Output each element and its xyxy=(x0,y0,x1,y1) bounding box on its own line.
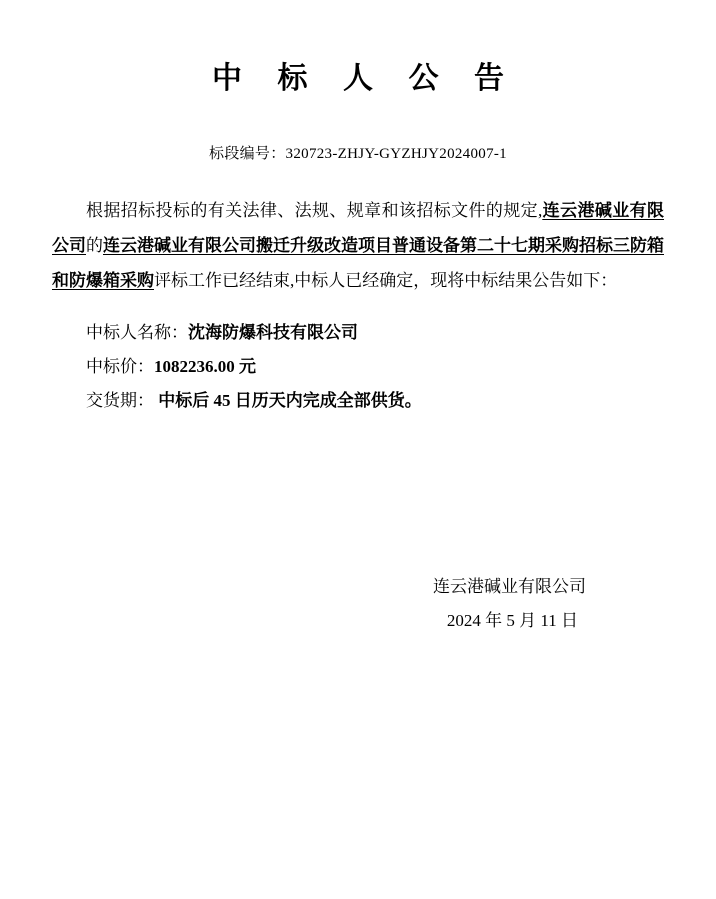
bid-number-line xyxy=(52,142,664,163)
field-winner-name xyxy=(52,316,664,350)
field-winning-price xyxy=(52,350,664,384)
project-name-emphasis: 连云港碱业有限公司搬迁升级改造项目普通设备第二十七期采购招标三防箱和防爆箱采购 xyxy=(52,236,664,290)
bid-number-value: 320723-ZHJY-GYZHJY2024007-1 xyxy=(285,146,507,162)
document-page xyxy=(0,58,716,899)
bid-number-label: 标段编号： xyxy=(209,146,286,162)
field-winning-price-value: 1082236.00 元 xyxy=(154,357,256,376)
page-title: 中 标 人 公 告 xyxy=(212,62,518,95)
paragraph-lead: 根据招标投标的有关法律、法规、规章和该招标文件的规定, xyxy=(86,201,543,220)
signature-company: 连云港碱业有限公司 xyxy=(433,577,586,596)
announcement-paragraph xyxy=(52,193,664,298)
tenderer-name-emphasis: 连云港碱业有限公司 xyxy=(52,201,665,255)
field-delivery-period-label: 交货期： xyxy=(86,391,154,410)
field-winning-price-label: 中标价： xyxy=(86,357,154,376)
field-winner-name-label: 中标人名称： xyxy=(86,323,188,342)
paragraph-tail: 评标工作已经结束,中标人已经确定，现将中标结果公告如下： xyxy=(154,271,618,290)
signature-date: 2024 年 5 月 11 日 xyxy=(446,611,578,630)
paragraph-connector: 的 xyxy=(86,236,103,255)
field-delivery-period xyxy=(52,384,664,418)
field-delivery-period-value: 中标后 45 日历天内完成全部供货。 xyxy=(154,391,422,410)
field-winner-name-value: 沈海防爆科技有限公司 xyxy=(188,323,358,342)
paragraph-field-gap xyxy=(52,298,664,304)
